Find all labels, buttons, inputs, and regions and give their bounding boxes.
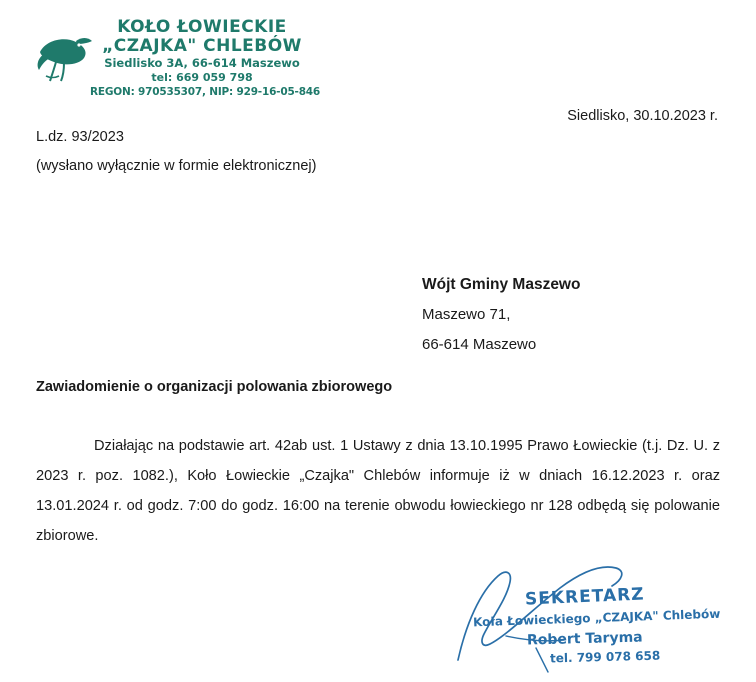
addressee-name: Wójt Gminy Maszewo bbox=[422, 276, 581, 293]
reference-number: L.dz. 93/2023 bbox=[36, 129, 124, 145]
delivery-note: (wysłano wyłącznie w formie elektronicznej) bbox=[36, 158, 317, 174]
stamp-title: SEKRETARZ bbox=[524, 584, 645, 610]
letterhead bbox=[34, 17, 321, 110]
stamp-phone: tel. 799 078 658 bbox=[549, 648, 661, 666]
org-name-line1: KOŁO ŁOWIECKIE bbox=[117, 17, 287, 37]
org-phone: tel: 669 059 798 bbox=[151, 71, 253, 84]
org-name-line2: „CZAJKA" CHLEBÓW bbox=[102, 36, 302, 56]
org-ids: REGON: 970535307, NIP: 929-16-05-846 bbox=[90, 86, 321, 98]
addressee-street: Maszewo 71, bbox=[422, 306, 511, 323]
addressee-block bbox=[422, 270, 580, 360]
document-subject: Zawiadomienie o organizacji polowania zbiorowego bbox=[36, 379, 393, 395]
stamp-person-name: Robert Taryma bbox=[526, 629, 643, 649]
bird-logo-icon bbox=[34, 32, 96, 84]
body-paragraph: Działając na podstawie art. 42ab ust. 1 Ustawy z dnia 13.10.1995 Prawo Łowieckie (t.j. Dz. U. z 2023 r. poz. 1082.), Koło Łowieckie „Czajka" Chlebów informuje iż w dniach 16.12.2023 r. oraz 13.01.2024 r. od godz. 7:00 do godz. 16:00 na terenie obwodu łowieckiego nr 128 odbędą się polowanie zbiorowe. bbox=[36, 438, 720, 544]
letterhead-text bbox=[90, 17, 321, 99]
place-and-date: Siedlisko, 30.10.2023 r. bbox=[567, 108, 718, 124]
addressee-city: 66-614 Maszewo bbox=[422, 336, 537, 353]
org-address: Siedlisko 3A, 66-614 Maszewo bbox=[104, 56, 300, 70]
secretary-stamp bbox=[455, 565, 721, 670]
stamp-organization: Koła Łowieckiego „CZAJKA" Chlebów bbox=[472, 606, 721, 630]
